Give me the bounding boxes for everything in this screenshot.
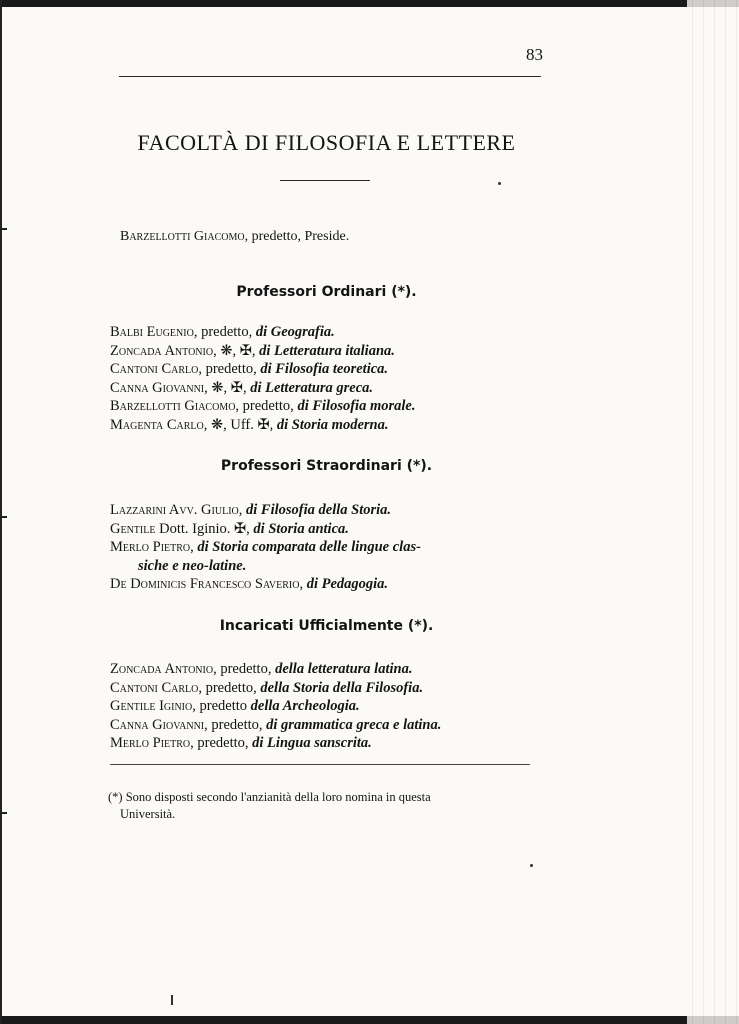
entry-role: di grammatica greca e latina.: [266, 716, 442, 733]
person-name: Magenta Carlo: [110, 416, 204, 433]
entry-detail: , predetto,: [198, 679, 261, 696]
scan-speck: [530, 864, 533, 867]
list-item: [110, 538, 421, 557]
entry-role: della letteratura latina.: [275, 661, 413, 677]
person-name: Lazzarini Avv. Giulio: [110, 502, 239, 518]
edge-mark: [0, 228, 7, 230]
entry-role: di Filosofia teoretica.: [260, 361, 389, 377]
section-heading-ordinari: Professori Ordinari (*).: [236, 284, 417, 300]
scan-bottom-border: [0, 1016, 739, 1024]
page-title: FACOLTÀ DI FILOSOFIA E LETTERE: [137, 130, 516, 155]
footnote-rule: [110, 764, 530, 765]
entry-role: di Letteratura italiana.: [259, 342, 395, 359]
entry-role: di Filosofia morale.: [297, 398, 416, 414]
list-item: [110, 379, 415, 398]
entry-detail: , predetto,: [235, 398, 298, 414]
list-straordinari: [110, 501, 421, 594]
list-item: [110, 697, 441, 716]
person-name: Cantoni Carlo: [110, 679, 199, 696]
entry-role: di Letteratura greca.: [250, 379, 374, 396]
edge-mark: [0, 516, 7, 518]
edge-mark: [0, 812, 7, 814]
entry-detail: ,: [190, 539, 198, 555]
entry-role: di Storia antica.: [253, 520, 349, 537]
preside-name: Barzellotti Giacomo: [120, 229, 245, 244]
entry-detail: , predetto,: [204, 716, 267, 733]
list-item: [110, 716, 441, 735]
person-name: Barzellotti Giacomo: [110, 398, 236, 414]
footnote-line-1: (*) Sono disposti secondo l'anzianità della loro nomina in questa: [108, 790, 431, 804]
scan-speck: [171, 995, 173, 1005]
list-item: [110, 360, 415, 379]
title-rule: [280, 180, 370, 181]
scan-right-margin: [687, 0, 739, 1024]
list-item: [110, 575, 421, 594]
list-item: [110, 342, 415, 361]
preside-line: [120, 229, 349, 245]
person-name: Canna Giovanni: [110, 716, 205, 733]
list-item: [110, 323, 415, 342]
person-name: Cantoni Carlo: [110, 361, 199, 377]
person-name: Merlo Pietro: [110, 539, 191, 555]
list-item: [110, 660, 441, 679]
entry-detail: , ❋, ✠,: [204, 379, 251, 396]
entry-detail: , predetto,: [190, 735, 253, 751]
person-name: Canna Giovanni: [110, 379, 205, 396]
entry-detail: ,: [299, 576, 307, 592]
list-ordinari: [110, 323, 415, 434]
list-item: [110, 679, 441, 698]
scan-speck: [498, 182, 501, 185]
person-name: Merlo Pietro: [110, 735, 191, 751]
footnote-line-2: Università.: [120, 807, 176, 821]
list-item-continuation: [110, 557, 421, 576]
entry-role: di Storia moderna.: [276, 416, 389, 433]
entry-role: di Filosofia della Storia.: [246, 502, 392, 518]
list-incaricati: [110, 660, 441, 753]
entry-role: della Storia della Filosofia.: [260, 679, 424, 696]
person-name: Gentile: [110, 520, 156, 537]
section-heading-straordinari: Professori Straordinari (*).: [220, 458, 433, 474]
list-item: [110, 397, 415, 416]
page-number: 83: [526, 45, 543, 64]
person-name: Zoncada Antonio: [110, 661, 214, 677]
entry-detail: , predetto,: [193, 324, 256, 340]
entry-detail: , predetto,: [213, 661, 276, 677]
person-name: De Dominicis Francesco Saverio: [110, 576, 300, 592]
section-heading-incaricati: Incaricati Ufficialmente (*).: [219, 618, 434, 634]
list-item: [110, 416, 415, 435]
entry-detail: , ❋, Uff. ✠,: [203, 416, 277, 433]
entry-role: di Pedagogia.: [306, 576, 389, 592]
entry-role: di Lingua sanscrita.: [252, 735, 372, 751]
entry-detail: , predetto: [192, 698, 251, 714]
entry-detail: Dott. Iginio. ✠,: [155, 520, 254, 537]
person-name: Balbi Eugenio: [110, 324, 194, 340]
person-name: Gentile Iginio: [110, 698, 193, 714]
entry-detail: ,: [238, 502, 246, 518]
list-item: [110, 734, 441, 753]
scan-top-border: [0, 0, 739, 7]
entry-role-continuation: siche e neo-latine.: [138, 557, 247, 574]
person-name: Zoncada Antonio: [110, 342, 214, 359]
entry-detail: , predetto,: [198, 361, 261, 377]
header-rule: [119, 76, 541, 77]
list-item: [110, 520, 421, 539]
preside-rest: , predetto, Preside.: [244, 229, 350, 244]
list-item: [110, 501, 421, 520]
entry-role: della Archeologia.: [250, 698, 360, 714]
entry-role: di Storia comparata delle lingue clas-: [197, 539, 421, 555]
entry-detail: , ❋, ✠,: [213, 342, 260, 359]
entry-role: di Geografia.: [255, 324, 335, 340]
footnote: [108, 789, 538, 823]
